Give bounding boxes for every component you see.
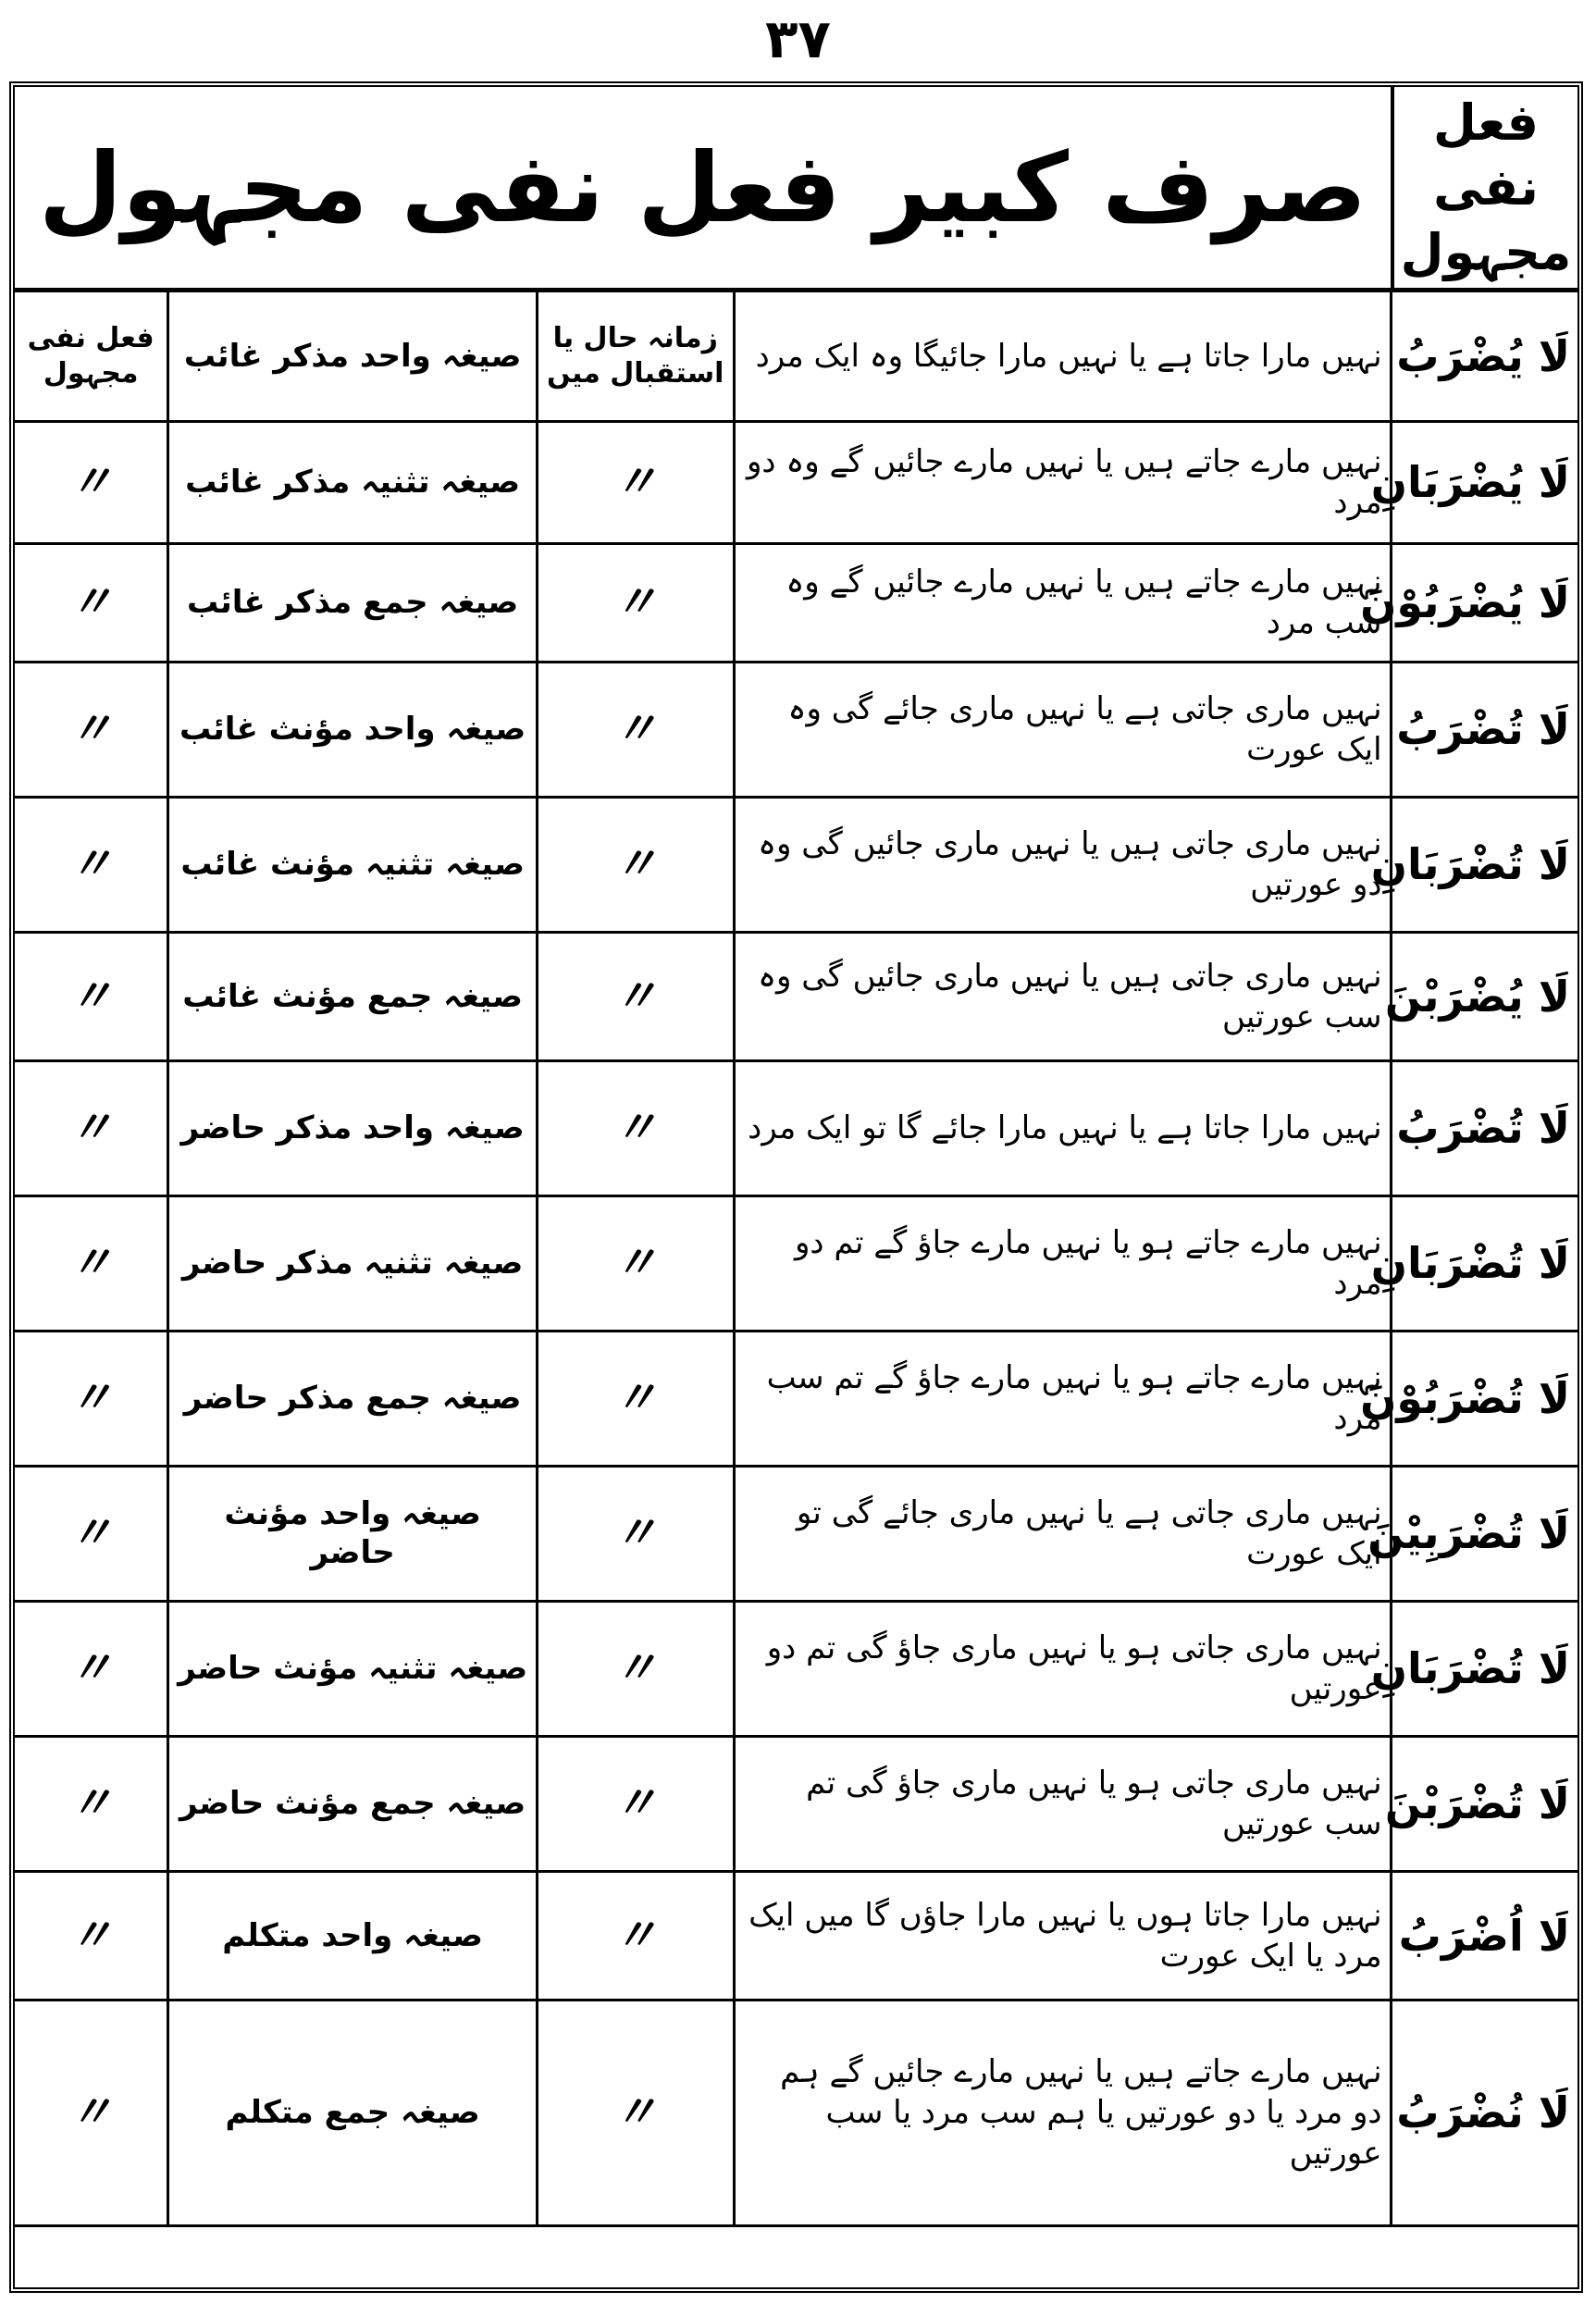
tense-cell: 〃 bbox=[537, 932, 734, 1060]
meaning-cell: نہیں ماری جاتی ہو یا نہیں ماری جاؤ گی تم دو عورتیں bbox=[734, 1601, 1391, 1736]
verb-type-cell: 〃 bbox=[15, 543, 168, 662]
tense-cell: 〃 bbox=[537, 1195, 734, 1331]
tense-cell: 〃 bbox=[537, 1331, 734, 1466]
meaning-cell: نہیں ماری جاتی ہے یا نہیں ماری جائے گی تو ایک عورت bbox=[734, 1466, 1391, 1601]
verb-type-cell: 〃 bbox=[15, 1060, 168, 1195]
sigha-cell: صیغہ واحد مؤنث غائب bbox=[168, 662, 538, 797]
verb-form-cell: لَا اُضْرَبُ bbox=[1391, 1871, 1577, 2000]
verb-type-cell: 〃 bbox=[15, 1736, 168, 1871]
table-row bbox=[15, 292, 1577, 421]
verb-type-cell: 〃 bbox=[15, 421, 168, 543]
meaning-cell: نہیں مارے جاتے ہیں یا نہیں مارے جائیں گے وہ سب مرد bbox=[734, 543, 1391, 662]
sigha-cell: صیغہ واحد متکلم bbox=[168, 1871, 538, 2000]
verb-form-cell: لَا تُضْرَبَانِ bbox=[1391, 1601, 1577, 1736]
meaning-cell: نہیں مارے جاتے ہو یا نہیں مارے جاؤ گے تم سب مرد bbox=[734, 1331, 1391, 1466]
sigha-cell: صیغہ جمع متکلم bbox=[168, 2000, 538, 2225]
table-row bbox=[15, 543, 1577, 662]
verb-form-cell: لَا تُضْرَبَانِ bbox=[1391, 1195, 1577, 1331]
sigha-cell: صیغہ جمع مؤنث حاضر bbox=[168, 1736, 538, 1871]
table-row bbox=[15, 1871, 1577, 2000]
sigha-cell: صیغہ تثنیہ مذکر غائب bbox=[168, 421, 538, 543]
meaning-cell: نہیں ماری جاتی ہیں یا نہیں ماری جائیں گی وہ سب عورتیں bbox=[734, 932, 1391, 1060]
meaning-cell: نہیں ماری جاتی ہو یا نہیں ماری جاؤ گی تم سب عورتیں bbox=[734, 1736, 1391, 1871]
tense-cell: 〃 bbox=[537, 421, 734, 543]
sigha-cell: صیغہ جمع مذکر غائب bbox=[168, 543, 538, 662]
meaning-cell: نہیں مارے جاتے ہو یا نہیں مارے جاؤ گے تم دو مرد bbox=[734, 1195, 1391, 1331]
table-row bbox=[15, 932, 1577, 1060]
meaning-cell: نہیں ماری جاتی ہیں یا نہیں ماری جائیں گی وہ دو عورتیں bbox=[734, 797, 1391, 932]
meaning-cell: نہیں مارا جاتا ہے یا نہیں مارا جائیگا وہ ایک مرد bbox=[734, 292, 1391, 421]
verb-type-cell: 〃 bbox=[15, 1195, 168, 1331]
verb-form-cell: لَا تُضْرَبُ bbox=[1391, 1060, 1577, 1195]
page-number: ۳۷ bbox=[765, 7, 831, 70]
verb-type-cell: 〃 bbox=[15, 2000, 168, 2225]
meaning-cell: نہیں مارے جاتے ہیں یا نہیں مارے جائیں گے ہم دو مرد یا دو عورتیں یا ہم سب مرد یا سب عورتیں bbox=[734, 2000, 1391, 2225]
verb-type-cell: 〃 bbox=[15, 1871, 168, 2000]
tense-cell: 〃 bbox=[537, 1466, 734, 1601]
conjugation-frame bbox=[9, 81, 1583, 2293]
tense-cell: 〃 bbox=[537, 1736, 734, 1871]
verb-type-cell: 〃 bbox=[15, 1601, 168, 1736]
verb-form-cell: لَا یُضْرَبُوْنَ bbox=[1391, 543, 1577, 662]
verb-form-cell: لَا یُضْرَبُ bbox=[1391, 292, 1577, 421]
table-row bbox=[15, 1466, 1577, 1601]
verb-form-cell: لَا تُضْرَبَانِ bbox=[1391, 797, 1577, 932]
verb-type-cell: 〃 bbox=[15, 932, 168, 1060]
verb-form-cell: لَا یُضْرَبْنَ bbox=[1391, 932, 1577, 1060]
verb-type-cell: فعل نفی مجہول bbox=[15, 292, 168, 421]
tense-cell: زمانہ حال یا استقبال میں bbox=[537, 292, 734, 421]
table-row bbox=[15, 1331, 1577, 1466]
verb-form-cell: لَا تُضْرَبْنَ bbox=[1391, 1736, 1577, 1871]
verb-type-cell: 〃 bbox=[15, 1466, 168, 1601]
meaning-cell: نہیں ماری جاتی ہے یا نہیں ماری جائے گی وہ ایک عورت bbox=[734, 662, 1391, 797]
meaning-cell: نہیں مارے جاتے ہیں یا نہیں مارے جائیں گے وہ دو مرد bbox=[734, 421, 1391, 543]
tense-cell: 〃 bbox=[537, 797, 734, 932]
table-row bbox=[15, 1736, 1577, 1871]
header-title: صرف کبیر فعل نفی مجہول bbox=[38, 130, 1367, 244]
tense-cell: 〃 bbox=[537, 543, 734, 662]
verb-form-cell: لَا تُضْرَبُوْنَ bbox=[1391, 1331, 1577, 1466]
table-row bbox=[15, 1060, 1577, 1195]
verb-form-cell: لَا تُضْرَبِیْنَ bbox=[1391, 1466, 1577, 1601]
tense-cell: 〃 bbox=[537, 1871, 734, 2000]
verb-type-cell: 〃 bbox=[15, 1331, 168, 1466]
table-row bbox=[15, 1601, 1577, 1736]
sigha-cell: صیغہ تثنیہ مذکر حاضر bbox=[168, 1195, 538, 1331]
table-row bbox=[15, 797, 1577, 932]
table-header bbox=[15, 87, 1577, 292]
meaning-cell: نہیں مارا جاتا ہے یا نہیں مارا جائے گا تو ایک مرد bbox=[734, 1060, 1391, 1195]
sigha-cell: صیغہ واحد مؤنث حاضر bbox=[168, 1466, 538, 1601]
tense-cell: 〃 bbox=[537, 662, 734, 797]
table-row bbox=[15, 2000, 1577, 2225]
meaning-cell: نہیں مارا جاتا ہوں یا نہیں مارا جاؤں گا میں ایک مرد یا ایک عورت bbox=[734, 1871, 1391, 2000]
tense-cell: 〃 bbox=[537, 1601, 734, 1736]
tense-cell: 〃 bbox=[537, 2000, 734, 2225]
sigha-cell: صیغہ تثنیہ مؤنث غائب bbox=[168, 797, 538, 932]
sigha-cell: صیغہ واحد مذکر حاضر bbox=[168, 1060, 538, 1195]
sigha-cell: صیغہ جمع مذکر حاضر bbox=[168, 1331, 538, 1466]
verb-type-cell: 〃 bbox=[15, 662, 168, 797]
table-row bbox=[15, 421, 1577, 543]
table-row bbox=[15, 662, 1577, 797]
sigha-cell: صیغہ جمع مؤنث غائب bbox=[168, 932, 538, 1060]
verb-form-cell: لَا یُضْرَبَانِ bbox=[1391, 421, 1577, 543]
sigha-cell: صیغہ واحد مذکر غائب bbox=[168, 292, 538, 421]
tense-cell: 〃 bbox=[537, 1060, 734, 1195]
table-row bbox=[15, 1195, 1577, 1331]
conjugation-table bbox=[15, 292, 1577, 2227]
verb-form-cell: لَا نُضْرَبُ bbox=[1391, 2000, 1577, 2225]
sigha-cell: صیغہ تثنیہ مؤنث حاضر bbox=[168, 1601, 538, 1736]
verb-type-cell: 〃 bbox=[15, 797, 168, 932]
verb-form-cell: لَا تُضْرَبُ bbox=[1391, 662, 1577, 797]
header-label: فعل نفی مجہول bbox=[1391, 87, 1577, 288]
